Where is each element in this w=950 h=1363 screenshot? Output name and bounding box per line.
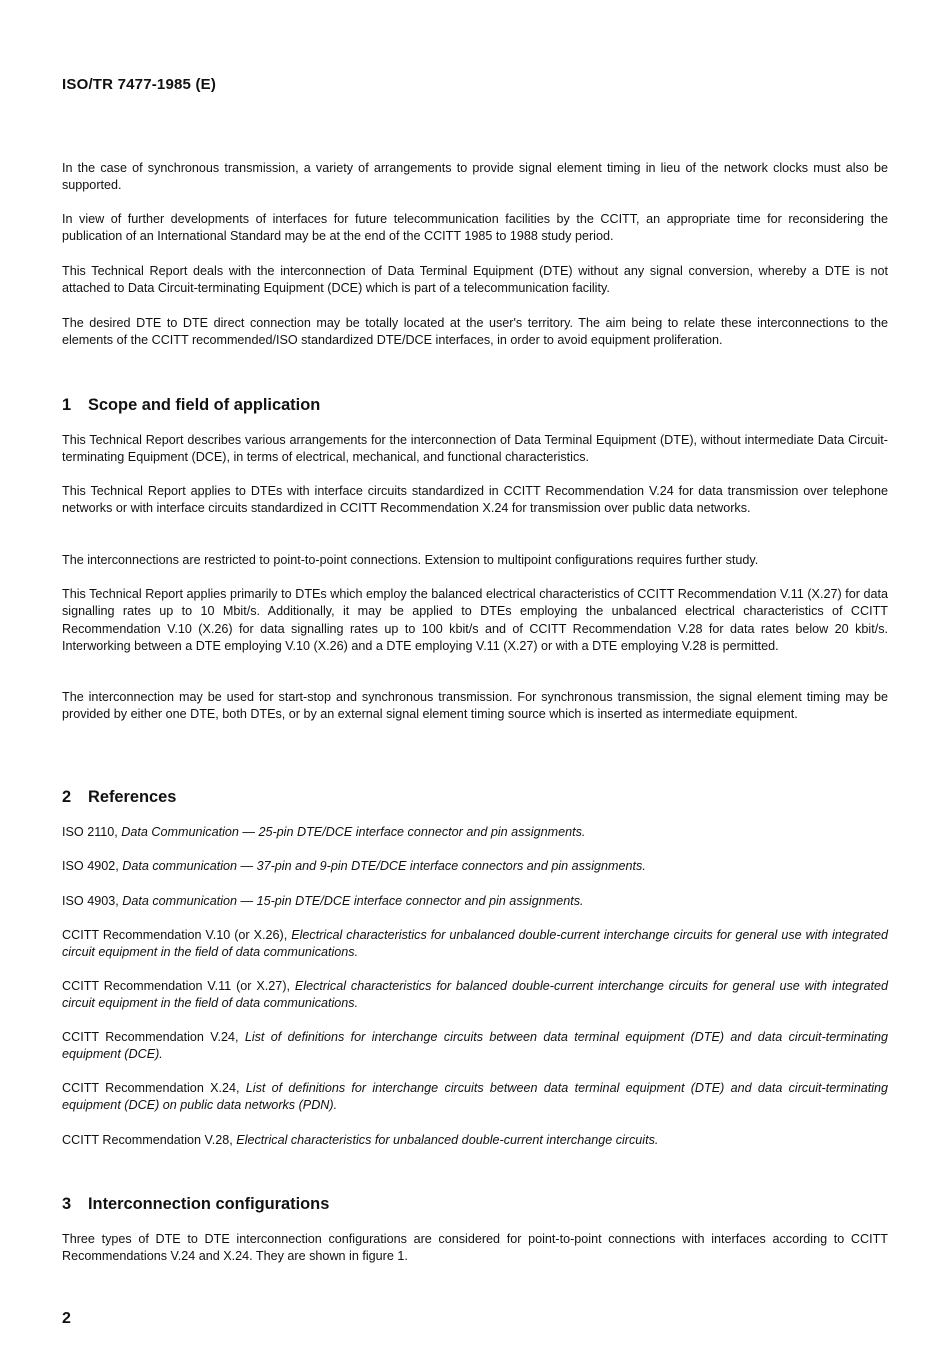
reference-item: [62, 1029, 888, 1064]
reference-id: CCITT Recommendation V.28,: [62, 1133, 237, 1147]
section-title: References: [88, 788, 177, 806]
section-2-heading: [62, 788, 176, 807]
document-id-header: ISO/TR 7477-1985 (E): [62, 76, 217, 93]
section-title: Scope and field of application: [88, 396, 321, 414]
reference-id: CCITT Recommendation V.11 (or X.27),: [62, 979, 295, 993]
reference-item: [62, 858, 888, 875]
section-3-paragraph: Three types of DTE to DTE interconnection configurations are considered for point-to-point connections with interfaces according to CCITT Recommendations V.24 and X.24. They are shown in figure 1.: [62, 1232, 888, 1264]
reference-title: Electrical characteristics for unbalanced double-current interchange circuits.: [236, 1133, 659, 1147]
reference-title: Data communication — 37-pin and 9-pin DTE/DCE interface connectors and pin assignments.: [122, 859, 646, 873]
intro-paragraph: In view of further developments of interfaces for future telecommunication facilities by the CCITT, an appropriate time for reconsidering the publication of an International Standard may be at the end of the CCITT 1985 to 1988 study period.: [62, 212, 888, 244]
reference-item: [62, 927, 888, 962]
reference-item: [62, 978, 888, 1013]
reference-title: Electrical characteristics for balanced double-current interchange circuits for general use with integrated circuit equipment in the field of data communications.: [62, 979, 888, 1011]
section-1-paragraph: This Technical Report describes various arrangements for the interconnection of Data Terminal Equipment (DTE), without intermediate Data Circuit-terminating Equipment (DCE), in terms of electrical, mechanical, and functional characteristics.: [62, 433, 888, 465]
section-title: Interconnection configurations: [88, 1195, 330, 1213]
reference-item: [62, 1132, 888, 1149]
reference-item: [62, 1080, 888, 1115]
section-1-paragraph: This Technical Report applies to DTEs with interface circuits standardized in CCITT Recommendation V.24 for data transmission over telephone networks or with interface circuits standardized in CCITT Recommendation X.24 for transmission over public data networks.: [62, 484, 888, 516]
reference-title: Electrical characteristics for unbalanced double-current interchange circuits for general use with integrated circuit equipment in the field of data communications.: [62, 928, 889, 960]
reference-id: CCITT Recommendation V.10 (or X.26),: [62, 928, 292, 942]
section-number: 2: [62, 788, 72, 806]
reference-id: ISO 4903,: [62, 894, 123, 908]
reference-title: Data communication — 15-pin DTE/DCE interface connector and pin assignments.: [122, 894, 584, 908]
section-1-paragraph: The interconnection may be used for start-stop and synchronous transmission. For synchronous transmission, the signal element timing may be provided by either one DTE, both DTEs, or by an external signal element timing source which is inserted as intermediate equipment.: [62, 690, 888, 722]
reference-id: CCITT Recommendation X.24,: [62, 1081, 246, 1095]
section-3-heading: [62, 1195, 329, 1214]
page-number: 2: [62, 1310, 71, 1327]
reference-id: ISO 4902,: [62, 859, 123, 873]
reference-id: ISO 2110,: [62, 825, 122, 839]
intro-paragraph: This Technical Report deals with the interconnection of Data Terminal Equipment (DTE) without any signal conversion, whereby a DTE is not attached to Data Circuit-terminating Equipment (DCE) which is part of a telecommunication facility.: [62, 264, 888, 296]
reference-title: List of definitions for interchange circuits between data terminal equipment (DTE) and data circuit-terminating equipment (DCE) on public data networks (PDN).: [62, 1081, 889, 1113]
reference-id: CCITT Recommendation V.24,: [62, 1030, 245, 1044]
section-number: 1: [62, 396, 72, 414]
reference-item: [62, 824, 888, 841]
section-1-heading: [62, 396, 320, 415]
reference-title: Data Communication — 25-pin DTE/DCE interface connector and pin assignments.: [121, 825, 586, 839]
section-1-paragraph: This Technical Report applies primarily to DTEs which employ the balanced electrical characteristics of CCITT Recommendation V.11 (X.27) for data signalling rates up to 10 Mbit/s. Additionally, it may be applied to DTEs employing the unbalanced electrical characteristics of CCITT Recommendation V.10 (X.26) for data signalling rates up to 100 kbit/s and of CCITT Recommendation V.28 for data rates below 20 kbit/s. Interworking between a DTE employing V.10 (X.26) and a DTE employing V.11 (X.27) or with a DTE employing V.28 is permitted.: [62, 587, 888, 653]
section-number: 3: [62, 1195, 72, 1213]
intro-paragraph: The desired DTE to DTE direct connection may be totally located at the user's territory. The aim being to relate these interconnections to the elements of the CCITT recommended/ISO standardized DTE/DCE interfaces, in order to avoid equipment proliferation.: [62, 316, 888, 348]
reference-title: List of definitions for interchange circuits between data terminal equipment (DTE) and data circuit-terminating equipment (DCE).: [62, 1030, 888, 1062]
section-1-paragraph: The interconnections are restricted to point-to-point connections. Extension to multipoint configurations requires further study.: [62, 553, 759, 567]
reference-item: [62, 893, 888, 910]
intro-paragraph: In the case of synchronous transmission, a variety of arrangements to provide signal element timing in lieu of the network clocks must also be supported.: [62, 161, 888, 193]
